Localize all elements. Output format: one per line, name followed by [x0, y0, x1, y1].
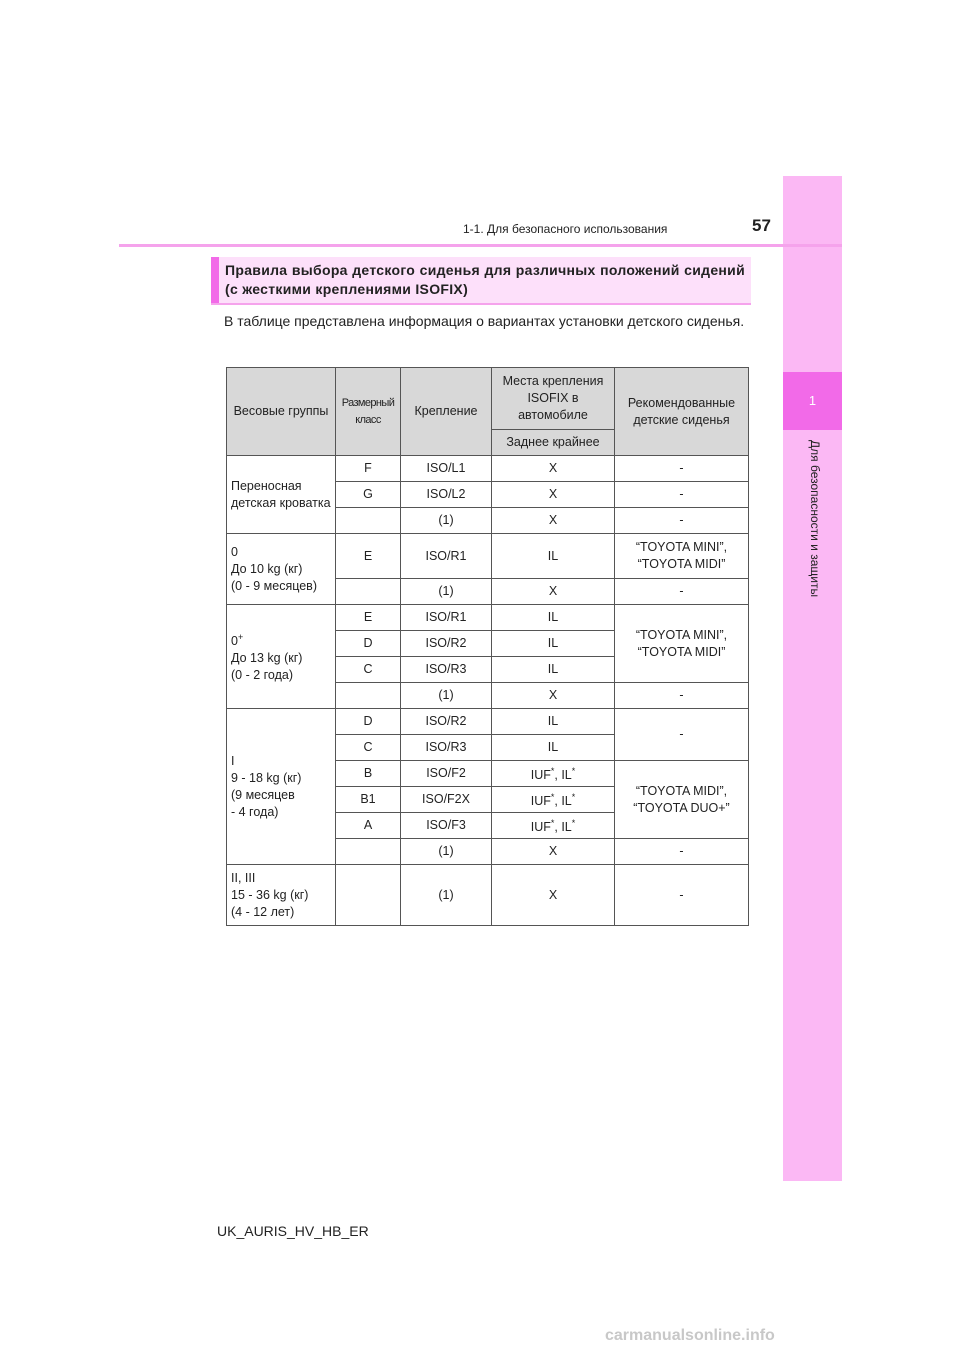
- header-isofix-positions: Места крепления ISOFIX в автомобиле: [492, 368, 615, 430]
- size-cell: [336, 508, 401, 534]
- iuf-label: IUF: [530, 820, 551, 835]
- recommended-cell: -: [615, 482, 749, 508]
- fixture-cell: (1): [401, 508, 492, 534]
- chapter-side-tab: [783, 176, 842, 1181]
- group-0-plus: [227, 605, 336, 709]
- asterisk-mark: *: [571, 791, 576, 802]
- position-cell: X: [492, 482, 615, 508]
- size-cell: [336, 865, 401, 926]
- asterisk-mark: *: [571, 817, 576, 828]
- recommended-cell: -: [615, 456, 749, 482]
- fixture-cell: ISO/R1: [401, 605, 492, 631]
- size-cell: D: [336, 631, 401, 657]
- header-fixture: Крепление: [401, 368, 492, 456]
- recommended-cell: “TOYOTA MIDI”, “TOYOTA DUO+”: [615, 761, 749, 839]
- header-rear-outboard: Заднее крайнее: [492, 430, 615, 456]
- il-label: , IL: [554, 794, 572, 809]
- size-cell: [336, 839, 401, 865]
- size-cell: B: [336, 761, 401, 787]
- header-divider: [119, 244, 842, 247]
- size-cell: E: [336, 605, 401, 631]
- position-cell: X: [492, 839, 615, 865]
- group-0-plus-details: До 13 kg (кг) (0 - 2 года): [231, 651, 303, 683]
- position-cell: X: [492, 456, 615, 482]
- fixture-cell: (1): [401, 839, 492, 865]
- intro-paragraph: В таблице представлена информация о вариантах установки детского сиденья.: [224, 313, 745, 329]
- recommended-cell: -: [615, 683, 749, 709]
- fixture-cell: ISO/F2X: [401, 787, 492, 813]
- fixture-cell: ISO/R3: [401, 657, 492, 683]
- table-row: [227, 709, 749, 735]
- group-1: I 9 - 18 kg (кг) (9 месяцев - 4 года): [227, 709, 336, 865]
- chapter-number-tab: 1: [783, 372, 842, 430]
- heading-text: Правила выбора детского сиденья для различных положений сидений (с жесткими креплениями ISOFIX): [225, 262, 745, 297]
- iuf-label: IUF: [530, 768, 551, 783]
- position-cell: IL: [492, 631, 615, 657]
- size-cell: G: [336, 482, 401, 508]
- section-heading: [211, 257, 751, 305]
- watermark: carmanualsonline.info: [605, 1327, 775, 1344]
- position-cell: X: [492, 683, 615, 709]
- recommended-cell: “TOYOTA MINI”, “TOYOTA MIDI”: [615, 605, 749, 683]
- position-cell: X: [492, 508, 615, 534]
- fixture-cell: ISO/F3: [401, 813, 492, 839]
- recommended-cell: -: [615, 508, 749, 534]
- iuf-label: IUF: [530, 794, 551, 809]
- position-cell: IL: [492, 657, 615, 683]
- position-cell: [492, 813, 615, 839]
- position-cell: IL: [492, 605, 615, 631]
- header-size-class: Размерный класс: [336, 368, 401, 456]
- asterisk-mark: *: [550, 765, 555, 776]
- size-cell: E: [336, 534, 401, 579]
- fixture-cell: ISO/R3: [401, 735, 492, 761]
- fixture-cell: ISO/R1: [401, 534, 492, 579]
- size-cell: C: [336, 657, 401, 683]
- fixture-cell: ISO/L1: [401, 456, 492, 482]
- heading-accent-bar: [211, 257, 219, 303]
- asterisk-mark: *: [571, 765, 576, 776]
- group-0-plus-number: 0: [231, 634, 238, 649]
- il-label: , IL: [554, 820, 572, 835]
- page-number: 57: [752, 216, 771, 235]
- plus-superscript: +: [237, 631, 244, 642]
- section-title: 1-1. Для безопасного использования: [463, 222, 668, 236]
- recommended-cell: -: [615, 839, 749, 865]
- group-0: 0 До 10 kg (кг) (0 - 9 месяцев): [227, 534, 336, 605]
- position-cell: [492, 761, 615, 787]
- fixture-cell: ISO/R2: [401, 709, 492, 735]
- header-recommended: Рекомендованные детские сиденья: [615, 368, 749, 456]
- fixture-cell: (1): [401, 579, 492, 605]
- position-cell: X: [492, 579, 615, 605]
- size-cell: B1: [336, 787, 401, 813]
- recommended-cell: -: [615, 579, 749, 605]
- table-row: [227, 456, 749, 482]
- footer-model-code: UK_AURIS_HV_HB_ER: [217, 1223, 369, 1239]
- size-cell: A: [336, 813, 401, 839]
- size-cell: D: [336, 709, 401, 735]
- fixture-cell: (1): [401, 683, 492, 709]
- position-cell: IL: [492, 709, 615, 735]
- position-cell: IL: [492, 735, 615, 761]
- fixture-cell: ISO/L2: [401, 482, 492, 508]
- size-cell: C: [336, 735, 401, 761]
- recommended-cell: “TOYOTA MINI”, “TOYOTA MIDI”: [615, 534, 749, 579]
- fixture-cell: ISO/F2: [401, 761, 492, 787]
- table-row: [227, 865, 749, 926]
- size-cell: [336, 579, 401, 605]
- fixture-cell: ISO/R2: [401, 631, 492, 657]
- header-weight-groups: Весовые группы: [227, 368, 336, 456]
- position-cell: IL: [492, 534, 615, 579]
- position-cell: X: [492, 865, 615, 926]
- size-cell: F: [336, 456, 401, 482]
- chapter-title-vertical: Для безопасности и защиты: [808, 440, 822, 598]
- position-cell: [492, 787, 615, 813]
- asterisk-mark: *: [550, 791, 555, 802]
- size-cell: [336, 683, 401, 709]
- recommended-cell: -: [615, 865, 749, 926]
- group-2-3: II, III 15 - 36 kg (кг) (4 - 12 лет): [227, 865, 336, 926]
- table-row: [227, 534, 749, 579]
- il-label: , IL: [554, 768, 572, 783]
- recommended-cell: -: [615, 709, 749, 761]
- fixture-cell: (1): [401, 865, 492, 926]
- isofix-table: [226, 367, 749, 926]
- group-carrycot: Переносная детская кроватка: [227, 456, 336, 534]
- asterisk-mark: *: [550, 817, 555, 828]
- table-row: [227, 605, 749, 631]
